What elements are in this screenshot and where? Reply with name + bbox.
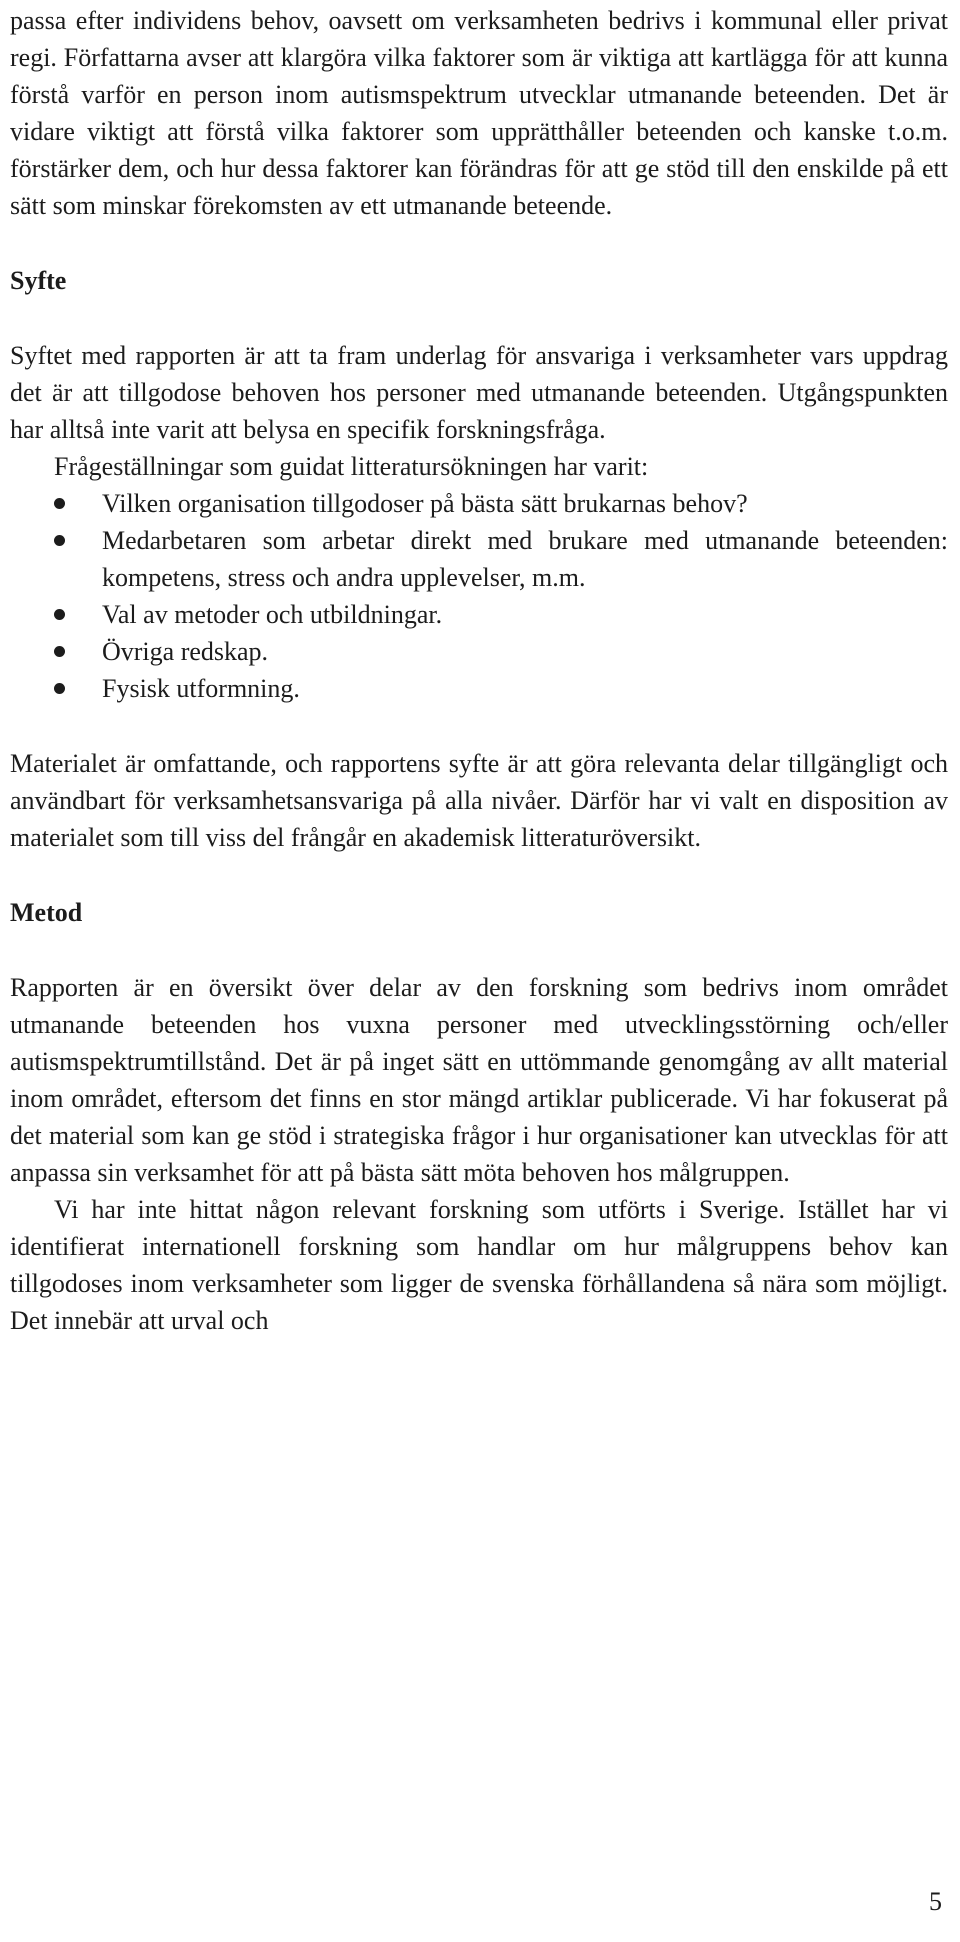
metod-paragraph-1: Rapporten är en översikt över delar av den forskning som bedrivs inom området utmanande beteenden hos vuxna personer med utvecklingsstörning och/eller autismspektrumtillstånd. Det är på inget sätt en uttömmande genomgång av allt material inom området, eftersom det finns en stor mängd artiklar publicerade. Vi har fokuserat på det material som kan ge stöd i strategiska frågor i hur organisationer kan utvecklas för att anpassa sin verksamhet för att på bästa sätt möta behoven hos målgruppen. (10, 973, 948, 1187)
metod-paragraph-2: Vi har inte hittat någon relevant forskning som utförts i Sverige. Istället har vi identifierat internationell forskning som handlar om hur målgruppens behov kan tillgodoses inom verksamheter som ligger de svenska förhållandena så nära som möjligt. Det innebär att urval och (10, 1195, 948, 1335)
list-item-text: Övriga redskap. (102, 637, 269, 666)
list-item (10, 596, 948, 633)
bullet-icon (54, 646, 65, 657)
syfte-paragraph-3: Materialet är omfattande, och rapportens syfte är att göra relevanta delar tillgängligt och användbart för verksamhetsansvariga på alla nivåer. Därför har vi valt en disposition av materialet som till viss del frångår en akademisk litteraturöversikt. (10, 749, 948, 852)
list-item-text: Val av metoder och utbildningar. (102, 600, 443, 629)
bullet-icon (54, 609, 65, 620)
section-heading-syfte: Syfte (10, 266, 67, 295)
bullet-icon (54, 535, 65, 546)
bullet-icon (54, 683, 65, 694)
list-item-text: Fysisk utformning. (102, 674, 300, 703)
body-text (0, 2, 960, 1339)
list-item-text: Vilken organisation tillgodoser på bästa sätt brukarnas behov? (102, 489, 748, 518)
intro-paragraph: passa efter individens behov, oavsett om verksamheten bedrivs i kommunal eller privat regi. Författarna avser att klargöra vilka faktorer som är viktiga att kartlägga för att kunna förstå varför en person inom autismspektrum utvecklar utmanande beteenden. Det är vidare viktigt att förstå vilka faktorer som upprätthåller beteenden och kanske t.o.m. förstärker dem, och hur dessa faktorer kan förändras för att ge stöd till den enskilde på ett sätt som minskar förekomsten av ett utmanande beteende. (10, 6, 948, 220)
list-item-text: Medarbetaren som arbetar direkt med brukare med utmanande beteenden: kompetens, stress och andra upplevelser, m.m. (102, 526, 948, 592)
page-number: 5 (929, 1887, 942, 1916)
list-item (10, 633, 948, 670)
list-item (10, 670, 948, 707)
list-item (10, 485, 948, 522)
bullet-icon (54, 498, 65, 509)
research-questions-list (10, 485, 948, 707)
section-heading-metod: Metod (10, 898, 83, 927)
list-item (10, 522, 948, 596)
syfte-paragraph-1: Syftet med rapporten är att ta fram underlag för ansvariga i verksamheter vars uppdrag det är att tillgodose behoven hos personer med utmanande beteenden. Utgångspunkten har alltså inte varit att belysa en specifik forskningsfråga. (10, 341, 948, 444)
syfte-paragraph-2: Frågeställningar som guidat litteratursökningen har varit: (54, 452, 649, 481)
